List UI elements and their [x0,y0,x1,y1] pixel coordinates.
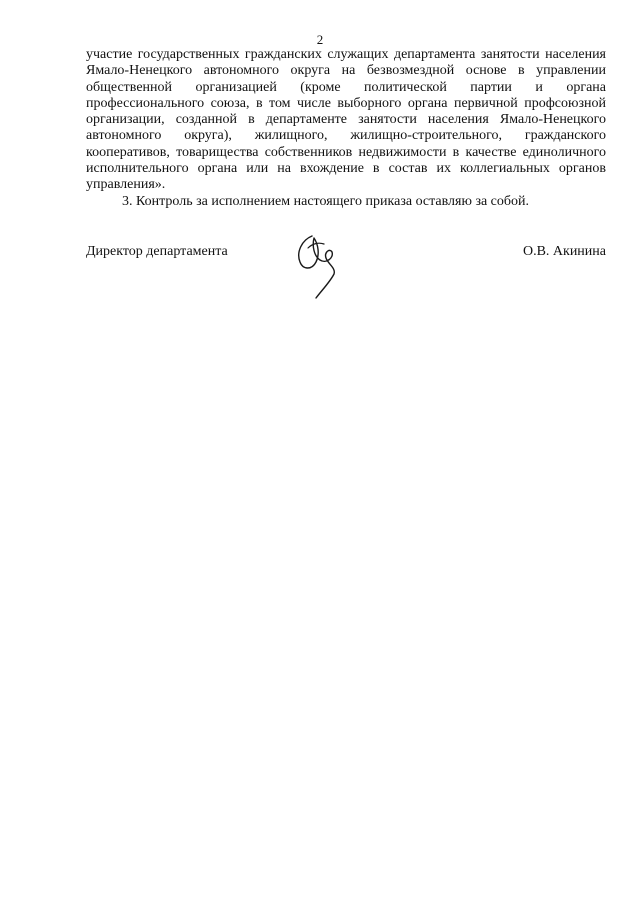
signatory-position: Директор департамента [86,244,228,259]
handwritten-signature [290,228,346,300]
page-number: 2 [316,32,324,47]
body-text [86,47,606,210]
paragraph-continuation: участие государственных гражданских служащих департамента занятости населения Ямало-Ненецкого автономного округа на безвозмездной основе в управлении общественной организацией (кроме политической партии и органа профессионального союза, в том числе выборного органа первичной профсоюзной организации, созданной в департаменте занятости населения Ямало-Ненецкого автономного округа), жилищного, жилищно-строительного, гражданского кооперативов, товарищества собственников недвижимости в качестве единоличного исполнительного органа или на вхождение в состав их коллегиальных органов управления». [86,47,606,193]
signatory-name: О.В. Акинина [522,244,606,259]
paragraph-item-3: 3. Контроль за исполнением настоящего приказа оставляю за собой. [122,193,530,209]
